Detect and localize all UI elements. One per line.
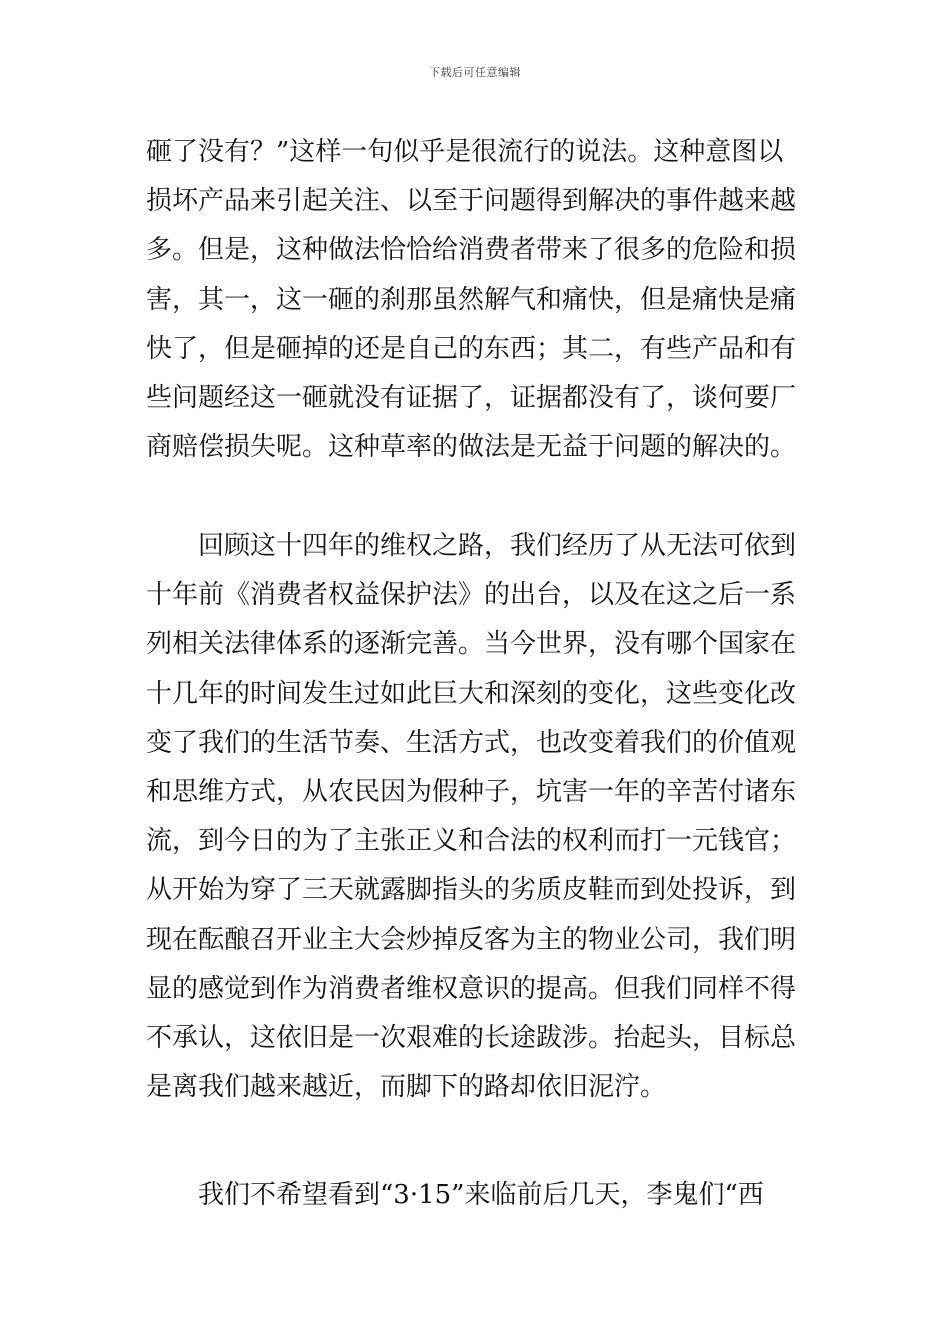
page-header: 下载后可任意编辑 <box>429 66 521 79</box>
paragraph-line: 现在酝酿召开业主大会炒掉反客为主的物业公司，我们明 <box>146 924 797 955</box>
paragraph-line: 是离我们越来越近，而脚下的路却依旧泥泞。 <box>146 1072 667 1103</box>
paragraph-line: 流，到今日的为了主张正义和合法的权利而打一元钱官； <box>146 826 797 857</box>
paragraph-line: 十几年的时间发生过如此巨大和深刻的变化，这些变化改 <box>146 678 797 709</box>
paragraph-3 <box>146 1171 810 1220</box>
paragraph-line: 十年前《消费者权益保护法》的出台，以及在这之后一系 <box>146 580 797 611</box>
paragraph-line: 从开始为穿了三天就露脚指头的劣质皮鞋而到处投诉，到 <box>146 875 797 906</box>
paragraph-line: 列相关法律体系的逐渐完善。当今世界，没有哪个国家在 <box>146 629 797 660</box>
paragraph-line: 商赔偿损失呢。这种草率的做法是无益于问题的解决的。 <box>146 432 797 463</box>
paragraph-line: 不承认，这依旧是一次艰难的长途跋涉。抬起头，目标总 <box>146 1022 797 1053</box>
paragraph-line: 显的感觉到作为消费者维权意识的提高。但我们同样不得 <box>146 973 797 1004</box>
paragraph-line: 回顾这十四年的维权之路，我们经历了从无法可依到 <box>198 531 797 561</box>
paragraph-line: 多。但是，这种做法恰恰给消费者带来了很多的危险和损 <box>146 235 797 266</box>
paragraph-line: 快了，但是砸掉的还是自己的东西；其二，有些产品和有 <box>146 333 797 364</box>
paragraph-2 <box>146 522 810 1112</box>
paragraph-line: 损坏产品来引起关注、以至于问题得到解决的事件越来越 <box>146 186 797 217</box>
paragraph-1 <box>146 128 810 472</box>
paragraph-line: 砸了没有？”这样一句似乎是很流行的说法。这种意图以 <box>146 137 784 167</box>
paragraph-line: 变了我们的生活节奏、生活方式，也改变着我们的价值观 <box>146 727 797 758</box>
paragraph-line: 我们不希望看到“3·15”来临前后几天，李鬼们“西 <box>198 1180 764 1210</box>
paragraph-line: 些问题经这一砸就没有证据了，证据都没有了，谈何要厂 <box>146 382 797 413</box>
paragraph-line: 和思维方式，从农民因为假种子，坑害一年的辛苦付诸东 <box>146 776 797 807</box>
paragraph-line: 害，其一，这一砸的刹那虽然解气和痛快，但是痛快是痛 <box>146 284 797 315</box>
